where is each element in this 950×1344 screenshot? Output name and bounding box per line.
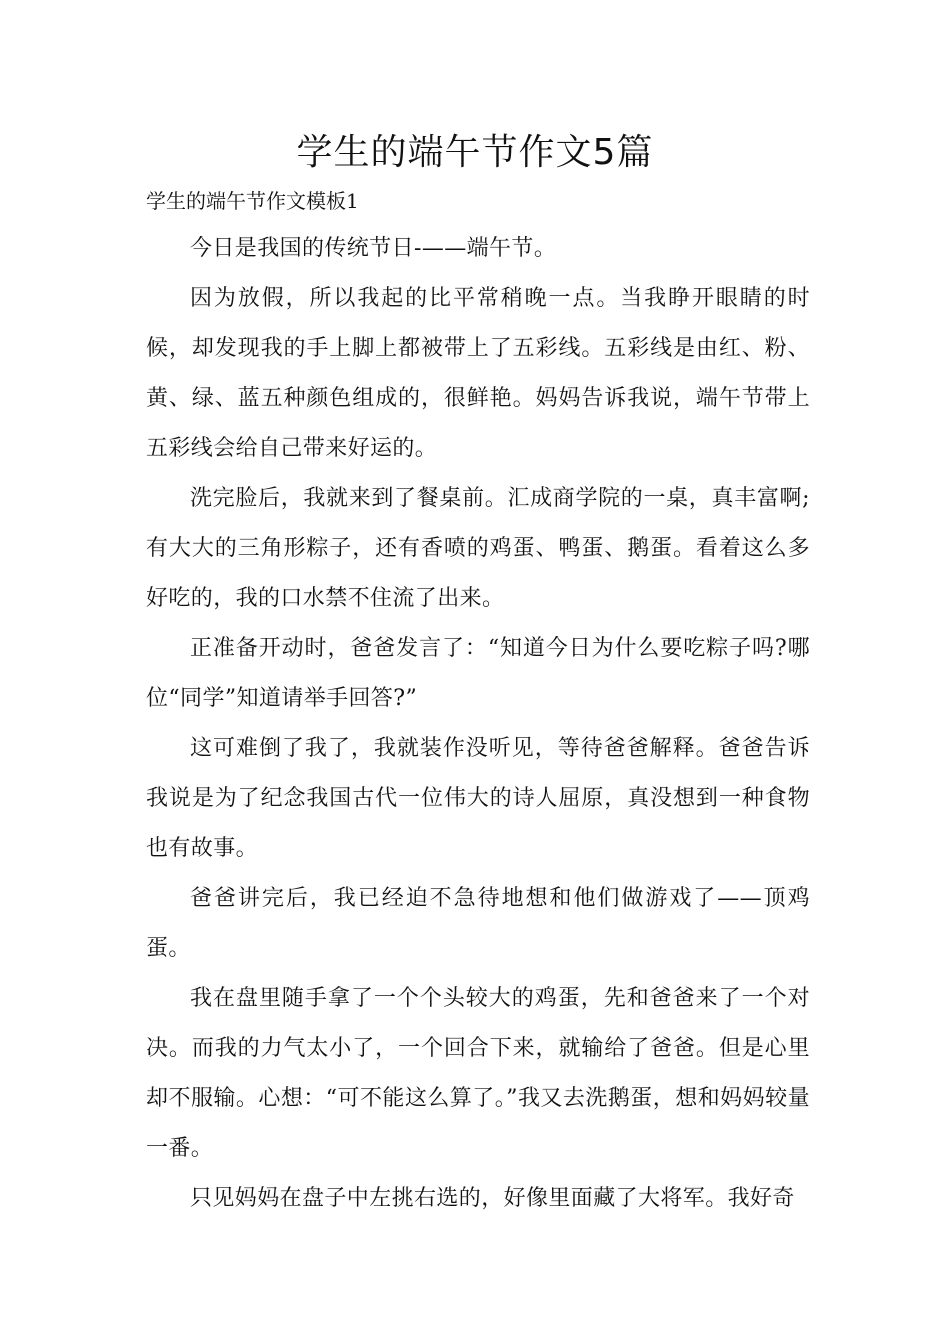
paragraph-6: 爸爸讲完后，我已经迫不急待地想和他们做游戏了——顶鸡蛋。 bbox=[146, 886, 810, 961]
paragraph-2: 因为放假，所以我起的比平常稍晚一点。当我睁开眼睛的时候，却发现我的手上脚上都被带上了五彩线。五彩线是由红、粉、黄、绿、蓝五种颜色组成的，很鲜艳。妈妈告诉我说，端午节带上五彩线会给自己带来好运的。 bbox=[146, 286, 810, 461]
document-title: 学生的端午节作文5篇 bbox=[296, 132, 654, 173]
paragraph-1: 今日是我国的传统节日-——端午节。 bbox=[190, 236, 557, 261]
paragraph-4: 正准备开动时，爸爸发言了：“知道今日为什么要吃粽子吗?哪位“同学”知道请举手回答?” bbox=[146, 636, 810, 711]
paragraph-5: 这可难倒了我了，我就装作没听见，等待爸爸解释。爸爸告诉我说是为了纪念我国古代一位伟大的诗人屈原，真没想到一种食物也有故事。 bbox=[146, 736, 810, 861]
document-subtitle: 学生的端午节作文模板1 bbox=[146, 189, 359, 213]
paragraph-7: 我在盘里随手拿了一个个头较大的鸡蛋，先和爸爸来了一个对决。而我的力气太小了，一个回合下来，就输给了爸爸。但是心里却不服输。心想：“可不能这么算了。”我又去洗鹅蛋，想和妈妈较量一番。 bbox=[146, 986, 810, 1161]
paragraph-3: 洗完脸后，我就来到了餐桌前。汇成商学院的一桌，真丰富啊;有大大的三角形粽子，还有香喷的鸡蛋、鸭蛋、鹅蛋。看着这么多好吃的，我的口水禁不住流了出来。 bbox=[146, 486, 810, 611]
paragraph-8: 只见妈妈在盘子中左挑右选的，好像里面藏了大将军。我好奇 bbox=[190, 1186, 795, 1211]
